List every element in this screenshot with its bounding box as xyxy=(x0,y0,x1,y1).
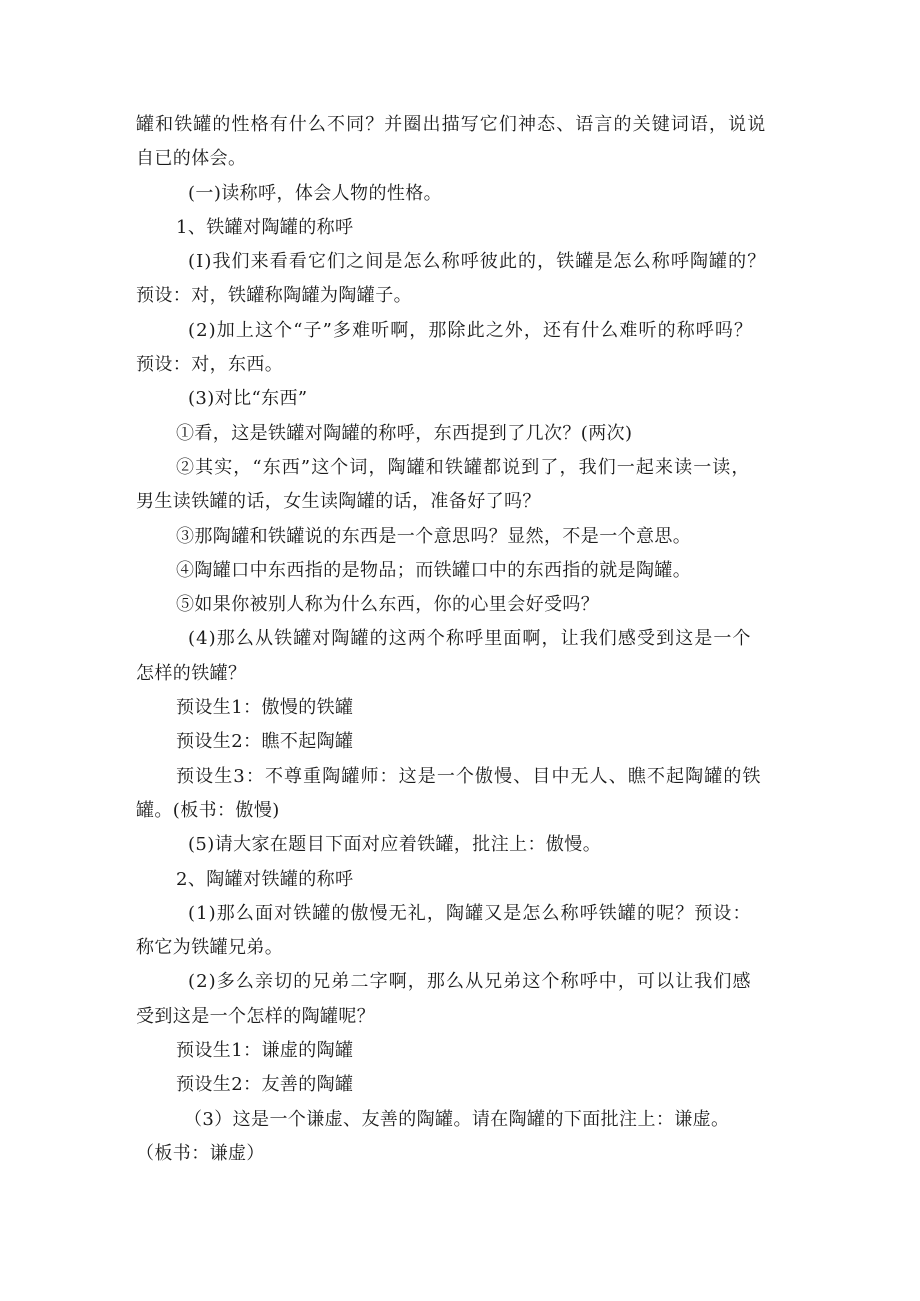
list-item: ②其实，“东西”这个词，陶罐和铁罐都说到了，我们一起来读一读， xyxy=(176,456,751,478)
text-line: （3）这是一个谦虚、友善的陶罐。请在陶罐的下面批注上：谦虚。 xyxy=(184,1108,730,1130)
text-line: 罐。(板书：傲慢) xyxy=(136,799,280,821)
text-line: 罐和铁罐的性格有什么不同？并圈出描写它们神态、语言的关键词语，说说 xyxy=(136,114,767,135)
text-line: 男生读铁罐的话，女生读陶罐的话，准备好了吗？ xyxy=(136,491,541,513)
text-line: 预设生2：瞧不起陶罐 xyxy=(176,731,354,753)
subsection-heading: 1、铁罐对陶罐的称呼 xyxy=(176,216,354,238)
text-line: (1)那么面对铁罐的傲慢无礼，陶罐又是怎么称呼铁罐的呢？预设： xyxy=(188,902,752,924)
text-line: 预设：对，东西。 xyxy=(136,354,284,376)
text-line: 预设生2：友善的陶罐 xyxy=(176,1074,354,1096)
text-line: (2)多么亲切的兄弟二字啊，那么从兄弟这个称呼中，可以让我们感 xyxy=(188,971,752,993)
text-line: (3)对比“东西” xyxy=(188,388,308,410)
text-line: 预设生1：傲慢的铁罐 xyxy=(176,697,354,719)
text-line: 受到这是一个怎样的陶罐呢？ xyxy=(136,1005,376,1027)
text-line: 预设生3：不尊重陶罐师：这是一个傲慢、目中无人、瞧不起陶罐的铁 xyxy=(176,765,762,787)
text-line: 称它为铁罐兄弟。 xyxy=(136,937,284,959)
list-item: ⑤如果你被别人称为什么东西，你的心里会好受吗？ xyxy=(176,594,600,616)
text-line: 怎样的铁罐？ xyxy=(136,662,247,684)
text-line: (4)那么从铁罐对陶罐的这两个称呼里面啊，让我们感受到这是一个 xyxy=(188,628,752,650)
text-line: (2)加上这个“子”多难听啊，那除此之外，还有什么难听的称呼吗？ xyxy=(188,319,754,341)
document-page xyxy=(136,108,806,1171)
text-line: 预设：对，铁罐称陶罐为陶罐子。 xyxy=(136,285,412,307)
list-item: ③那陶罐和铁罐说的东西是一个意思吗？显然，不是一个意思。 xyxy=(176,525,692,547)
text-line: (I)我们来看看它们之间是怎么称呼彼此的，铁罐是怎么称呼陶罐的？ xyxy=(188,251,767,273)
list-item: ①看，这是铁罐对陶罐的称呼，东西提到了几次？(两次) xyxy=(176,422,633,444)
list-item: ④陶罐口中东西指的是物品；而铁罐口中的东西指的就是陶罐。 xyxy=(176,559,692,581)
text-line: 预设生1：谦虚的陶罐 xyxy=(176,1040,354,1062)
text-line: (5)请大家在题目下面对应着铁罐，批注上：傲慢。 xyxy=(188,834,602,856)
text-line: 自已的体会。 xyxy=(136,148,247,170)
text-line: （板书：谦虚） xyxy=(136,1142,265,1164)
section-heading: (一)读称呼，体会人物的性格。 xyxy=(188,182,443,204)
subsection-heading: 2、陶罐对铁罐的称呼 xyxy=(176,868,354,890)
